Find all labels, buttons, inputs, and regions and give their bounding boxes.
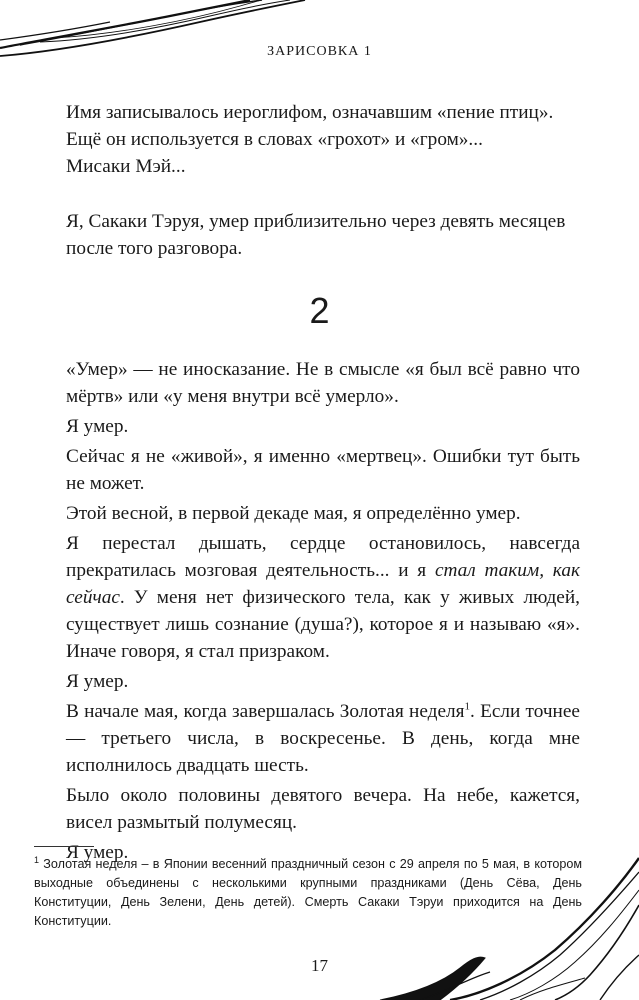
footnote-divider [34,846,94,847]
text-run: В начале мая, когда завершалась Золотая неделя [66,701,465,722]
chapter-number: 2 [309,290,330,331]
running-header: ЗАРИСОВКА 1 [267,44,372,59]
paragraph: Я умер. [66,416,129,437]
footnote [34,855,582,931]
paragraph: Мисаки Мэй... [66,156,186,177]
paragraph: Этой весной, в первой декаде мая, я определённо умер. [66,503,521,524]
paragraph [66,698,580,779]
text-run: . У меня нет физического тела, как у живых людей, существует лишь сознание (душа?), которое я и называю «я». Иначе говоря, я стал призраком. [66,587,580,662]
paragraph [66,99,580,153]
paragraph: Я умер. [66,671,129,692]
intro-text [66,99,580,262]
page-number: 17 [311,956,328,975]
italic-text: стал таким, как сейчас [66,560,580,608]
paragraph-line: Имя записывалось иероглифом, означавшим «пение птиц». [66,102,554,123]
footnote-marker: 1 [34,854,40,865]
chapter-text [66,356,580,866]
paragraph: «Умер» — не иносказание. Не в смысле «я был всё равно что мёртв» или «у меня внутри всё умерло». [66,359,580,407]
paragraph: Я, Сакаки Тэруя, умер приблизительно через девять месяцев после того разговора. [66,211,566,259]
paragraph: Сейчас я не «живой», я именно «мертвец». Ошибки тут быть не может. [66,446,580,494]
paragraph-line: Ещё он используется в словах «грохот» и «гром»... [66,129,483,150]
text-run: Я перестал дышать, сердце остановилось, навсегда прекратилась мозговая деятельность... и я [66,533,580,581]
text-run: . Если точнее — третьего числа, в воскресенье. В день, когда мне исполнилось двадцать шесть. [66,701,580,776]
footnote-text: Золотая неделя – в Японии весенний праздничный сезон с 29 апреля по 5 мая, в котором выходные объединены с несколькими крупными праздниками (День Сёва, День Конституции, День Зелени, День детей). Смерть Сакаки Тэруи приходится на День Конституции. [34,857,582,928]
paragraph: Я умер. [66,842,129,863]
paragraph [66,530,580,665]
footnote-reference[interactable]: 1 [464,700,471,713]
paragraph: Было около половины девятого вечера. На небе, кажется, висел размытый полумесяц. [66,785,580,833]
